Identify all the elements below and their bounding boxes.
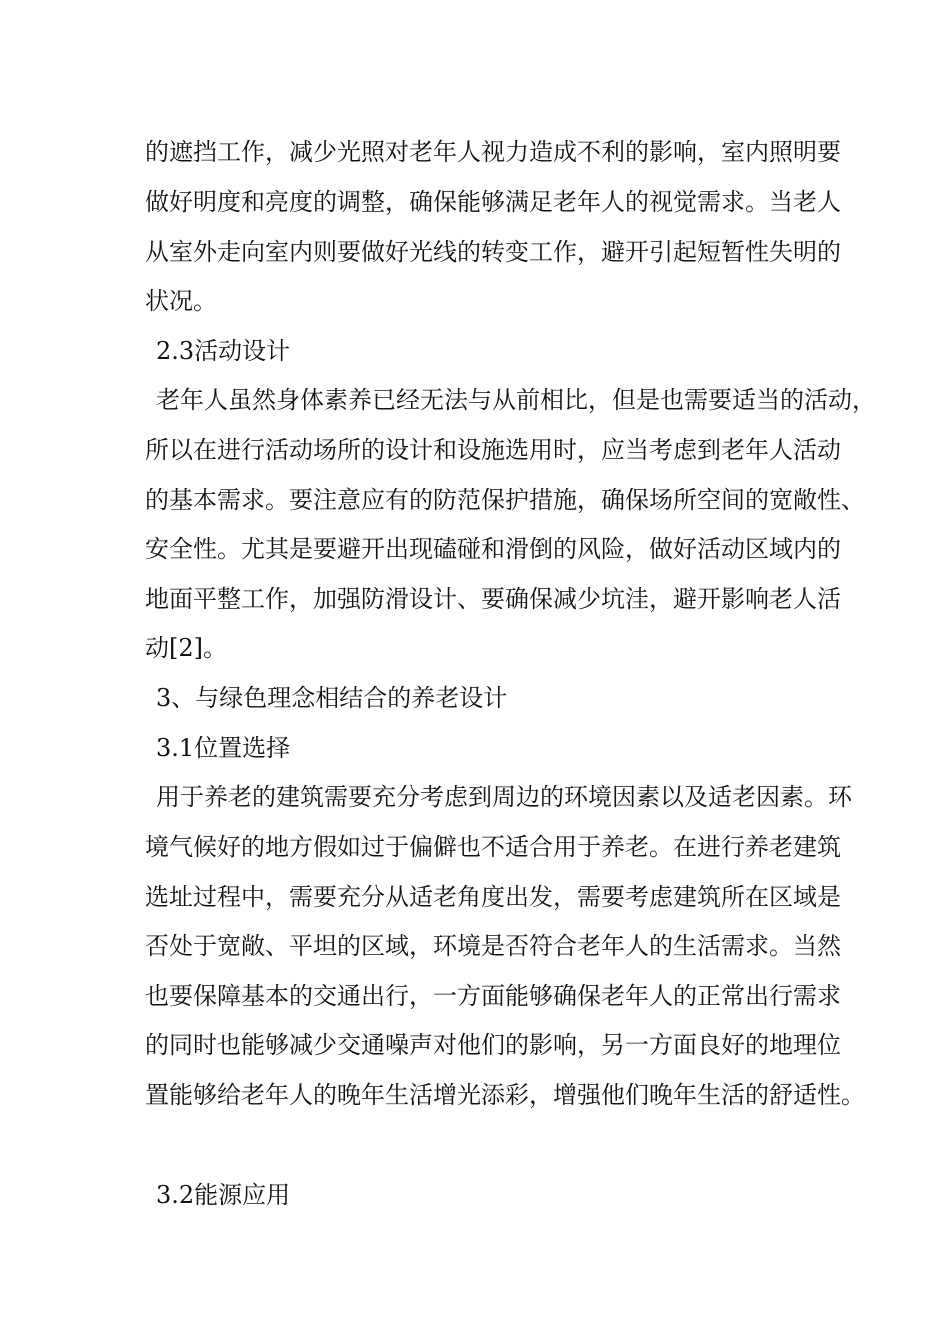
paragraph-line: 用于养老的建筑需要充分考虑到周边的环境因素以及适老因素。环 [156,783,852,811]
paragraph-line: 置能够给老年人的晚年生活增光添彩，增强他们晚年生活的舒适性。 [145,1081,865,1109]
paragraph-line: 也要保障基本的交通出行，一方面能够确保老年人的正常出行需求 [145,982,841,1010]
paragraph-line: 做好明度和亮度的调整，确保能够满足老年人的视觉需求。当老人 [145,188,841,216]
paragraph-line: 选址过程中，需要充分从适老角度出发，需要考虑建筑所在区域是 [145,883,841,911]
section-heading-3-1: 3.1位置选择 [156,734,291,762]
paragraph-line: 的遮挡工作，减少光照对老年人视力造成不利的影响，室内照明要 [145,138,841,166]
paragraph-line: 的同时也能够减少交通噪声对他们的影响，另一方面良好的地理位 [145,1031,841,1059]
paragraph-line: 否处于宽敞、平坦的区域，环境是否符合老年人的生活需求。当然 [145,932,841,960]
paragraph-line: 老年人虽然身体素养已经无法与从前相比，但是也需要适当的活动， [156,386,876,414]
paragraph-line: 状况。 [145,287,217,315]
paragraph-line: 动[2]。 [145,634,227,662]
paragraph-line: 境气候好的地方假如过于偏僻也不适合用于养老。在进行养老建筑 [145,833,841,861]
section-heading-3: 3、与绿色理念相结合的养老设计 [156,684,508,712]
paragraph-line: 从室外走向室内则要做好光线的转变工作，避开引起短暂性失明的 [145,238,841,266]
paragraph-line: 安全性。尤其是要避开出现磕碰和滑倒的风险，做好活动区域内的 [145,535,841,563]
section-heading-3-2: 3.2能源应用 [156,1181,291,1209]
section-heading-2-3: 2.3活动设计 [156,337,291,365]
paragraph-line: 地面平整工作，加强防滑设计、要确保减少坑洼，避开影响老人活 [145,585,841,613]
paragraph-line: 的基本需求。要注意应有的防范保护措施，确保场所空间的宽敞性、 [145,486,865,514]
paragraph-line: 所以在进行活动场所的设计和设施选用时，应当考虑到老年人活动 [145,436,841,464]
